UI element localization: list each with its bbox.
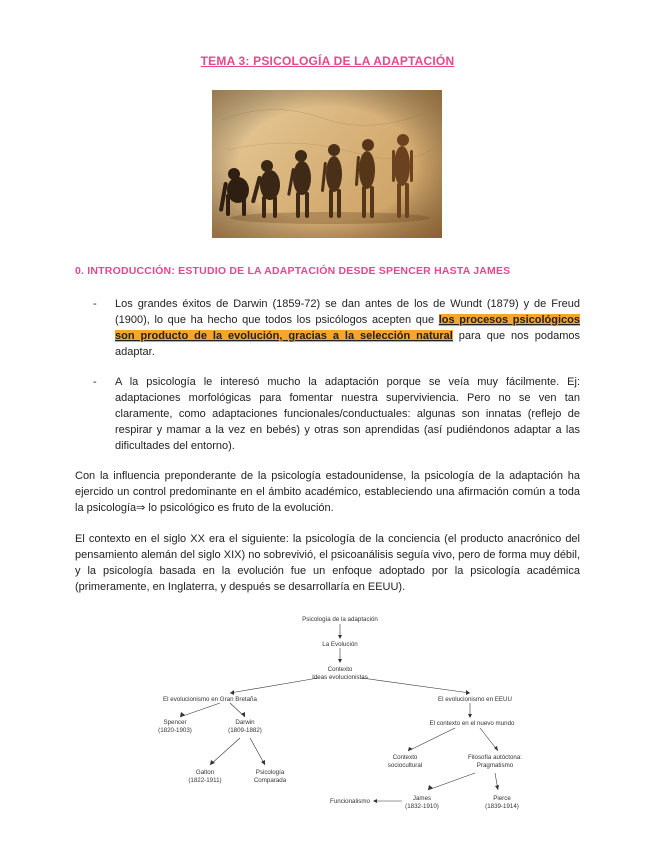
- human-evolution-illustration: [212, 90, 442, 238]
- bullet-dash: -: [93, 298, 97, 310]
- diagram-node-root: Psicología de la adaptación: [302, 616, 378, 623]
- diagram-node-context-title: Contexto: [327, 666, 353, 673]
- diagram-node-comparada-2: Comparada: [253, 777, 287, 784]
- bullet-text: A la psicología le interesó mucho la adaptación porque se veía muy fácilmente. Ej: adaptaciones morfológicas para fomentar nuestra superviviencia. Pero no se ven tan claramente, como adaptaciones funcionales/conductuales: algunas son innatas (reflejo de respirar y mamar a la vez en bebés) y otras son aprendidas (así pudiéndonos adaptar a las dificultades del entorno).: [115, 376, 580, 452]
- concept-diagram: [150, 608, 560, 843]
- bullet-text: [115, 296, 580, 360]
- paragraph-influencia: Con la influencia preponderante de la psicología estadounidense, la psicología de la adaptación ha ejercido un control predominante en el ámbito académico, estableciendo una afirmación común a toda la psicología⇒ lo psicológico es fruto de la evolución.: [75, 470, 580, 514]
- section-heading: 0. INTRODUCCIÓN: ESTUDIO DE LA ADAPTACIÓN DESDE SPENCER HASTA JAMES: [75, 265, 511, 277]
- highlighted-text: los procesos psicológicos son producto de la evolución, gracias a la selección natural: [115, 314, 580, 342]
- diagram-node-context-subtitle: Ideas evolucionistas: [312, 674, 368, 681]
- diagram-node-spencer-years: (1820-1903): [158, 727, 192, 734]
- diagram-node-philosophy-2: Pragmatismo: [476, 762, 514, 769]
- diagram-node-peirce: Pierce: [493, 795, 511, 802]
- diagram-node-socio-2: sociocultural: [387, 762, 423, 769]
- paragraph-contexto: El contexto en el siglo XX era el siguiente: la psicología de la conciencia (el producto anacrónico del pensamiento alemán del siglo XIX) no sobrevivió, el psicoanálisis seguía vivo, pero de forma muy débil, y la psicología basada en la evolución fue un enfoque adoptado por la psicología académica (primeramente, en Inglaterra, y después se desarrollaría en EEUU).: [75, 533, 580, 593]
- diagram-node-funcionalismo: Funcionalismo: [330, 798, 370, 805]
- diagram-node-darwin-years: (1809-1882): [228, 727, 262, 734]
- bullet-item-darwin: [95, 296, 580, 360]
- bullet-text-part2: para que nos podamos adaptar.: [115, 330, 580, 358]
- diagram-node-james: James: [412, 795, 432, 802]
- document-title: TEMA 3: PSICOLOGÍA DE LA ADAPTACIÓN: [200, 54, 455, 68]
- diagram-node-eeuu: El evolucionismo en EEUU: [438, 696, 512, 703]
- diagram-node-new-world: El contexto en el nuevo mundo: [429, 720, 515, 727]
- diagram-node-james-years: (1832-1910): [405, 803, 439, 810]
- diagram-node-evolution: La Evolución: [322, 641, 358, 648]
- diagram-node-galton-years: (1822-1911): [188, 777, 222, 784]
- bullet-text-part1: Los grandes éxitos de Darwin (1859-72) se dan antes de los de Wundt (1879) y de Freud (1900), lo que ha hecho que todos los psicólogos acepten que: [115, 298, 580, 326]
- diagram-node-spencer: Spencer: [163, 719, 187, 726]
- diagram-node-comparada: Psicología: [255, 769, 285, 776]
- diagram-node-socio: Contexto: [392, 754, 418, 761]
- diagram-node-philosophy: Filosofía autóctona:: [467, 754, 523, 761]
- bullet-dash: -: [93, 376, 97, 388]
- bullet-item-adaptacion: [95, 374, 580, 454]
- diagram-node-gb: El evolucionismo en Gran Bretaña: [163, 696, 257, 703]
- diagram-node-peirce-years: (1839-1914): [485, 803, 519, 810]
- diagram-node-galton: Galton: [195, 769, 215, 776]
- evolution-silhouettes: [212, 90, 442, 238]
- diagram-node-darwin: Darwin: [235, 719, 255, 726]
